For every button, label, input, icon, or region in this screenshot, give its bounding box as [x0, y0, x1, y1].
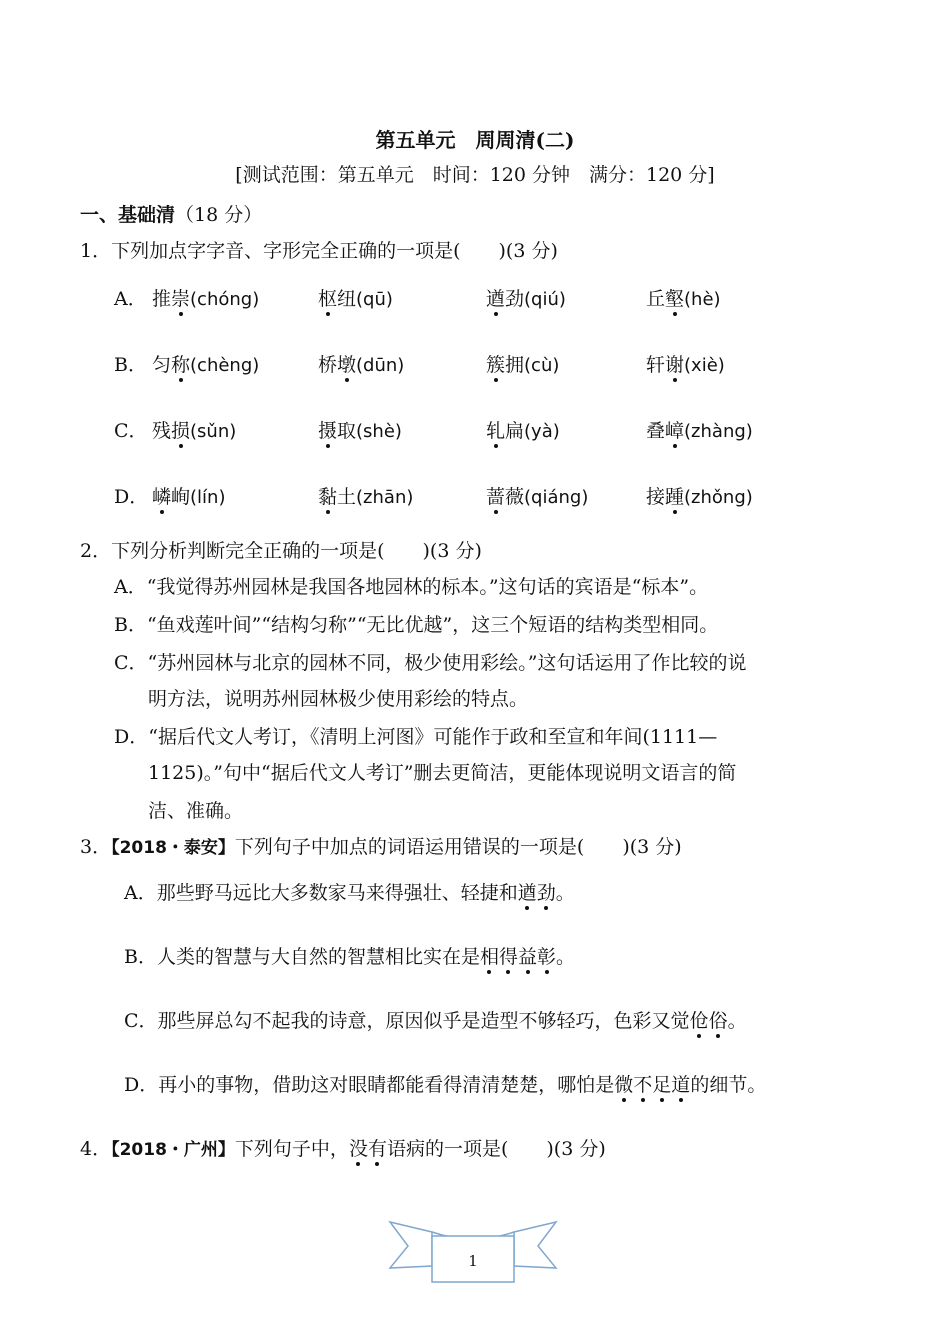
question-4-stem: 4．【2018・广州】下列句子中，没有语病的一项是( )(3 分)	[80, 1134, 606, 1161]
option-word: 接踵(zhǒng)	[646, 482, 753, 509]
option-word: 枢纽(qū)	[318, 284, 393, 311]
question-3-option-a: A．那些野马远比大多数家马来得强壮、轻捷和遒劲。	[124, 878, 575, 905]
question-1-option-row	[114, 416, 874, 446]
option-word: 蔷薇(qiáng)	[486, 482, 588, 509]
option-word: 桥墩(dūn)	[318, 350, 404, 377]
question-2-option-c: C．“苏州园林与北京的园林不同，极少使用彩绘。”这句话运用了作比较的说	[114, 652, 747, 674]
question-1-stem: 1．下列加点字字音、字形完全正确的一项是( )(3 分)	[80, 240, 558, 262]
option-label: B．	[114, 354, 147, 376]
question-2-option-c-cont: 明方法，说明苏州园林极少使用彩绘的特点。	[148, 688, 529, 710]
option-word: 黏土(zhān)	[318, 482, 413, 509]
option-word: 叠嶂(zhàng)	[646, 416, 753, 443]
option-label: A．	[114, 288, 147, 310]
section-label: 一、基础清	[80, 204, 176, 226]
option-word: 轧扁(yà)	[486, 416, 560, 443]
question-4-source-badge: 【2018・广州】	[111, 1140, 235, 1160]
option-word: 丘壑(hè)	[646, 284, 721, 311]
question-1-option-row	[114, 350, 874, 380]
page-title: 第五单元 周周清(二)	[375, 128, 575, 152]
question-3-number: 3．	[80, 836, 112, 858]
section-points: （18 分）	[175, 204, 263, 226]
question-2-stem: 2．下列分析判断完全正确的一项是( )(3 分)	[80, 540, 482, 562]
option-word: 簇拥(cù)	[486, 350, 559, 377]
question-2-option-d-cont: 1125)。”句中“据后代文人考订”删去更简洁，更能体现说明文语言的简	[148, 762, 737, 784]
question-3-text: 下列句子中加点的词语运用错误的一项是( )(3 分)	[234, 836, 682, 858]
question-3-source-badge: 【2018・泰安】	[111, 838, 235, 858]
question-2-option-b: B．“鱼戏莲叶间”“结构匀称”“无比优越”，这三个短语的结构类型相同。	[114, 614, 719, 636]
option-label: C．	[114, 420, 148, 442]
option-word: 残损(sǔn)	[152, 416, 236, 443]
option-word: 摄取(shè)	[318, 416, 402, 443]
question-3-option-b: B．人类的智慧与大自然的智慧相比实在是相得益彰。	[124, 942, 575, 969]
question-2-option-d: D．“据后代文人考订，《清明上河图》可能作于政和至宣和年间(1111—	[114, 726, 718, 748]
option-word: 嶙峋(lín)	[152, 482, 226, 509]
section-heading	[80, 200, 262, 227]
option-word: 匀称(chèng)	[152, 350, 259, 377]
option-word: 遒劲(qiú)	[486, 284, 566, 311]
page-number: 1	[468, 1252, 478, 1270]
question-3-option-d: D．再小的事物，借助这对眼睛都能看得清清楚楚，哪怕是微不足道的细节。	[124, 1070, 766, 1097]
question-2-option-d-cont2: 洁、准确。	[148, 800, 244, 822]
question-4-number: 4．	[80, 1138, 112, 1160]
option-label: D．	[114, 486, 149, 508]
question-1-option-row	[114, 284, 874, 314]
question-1-option-row	[114, 482, 874, 512]
question-3-option-c: C．那些屏总勾不起我的诗意，原因似乎是造型不够轻巧，色彩又觉伧俗。	[124, 1006, 747, 1033]
test-scope: [测试范围：第五单元 时间：120 分钟 满分：120 分]	[235, 164, 715, 186]
question-2-option-a: A．“我觉得苏州园林是我国各地园林的标本。”这句话的宾语是“标本”。	[114, 576, 709, 598]
option-word: 轩谢(xiè)	[646, 350, 725, 377]
question-3-stem	[80, 832, 682, 859]
option-word: 推崇(chóng)	[152, 284, 259, 311]
